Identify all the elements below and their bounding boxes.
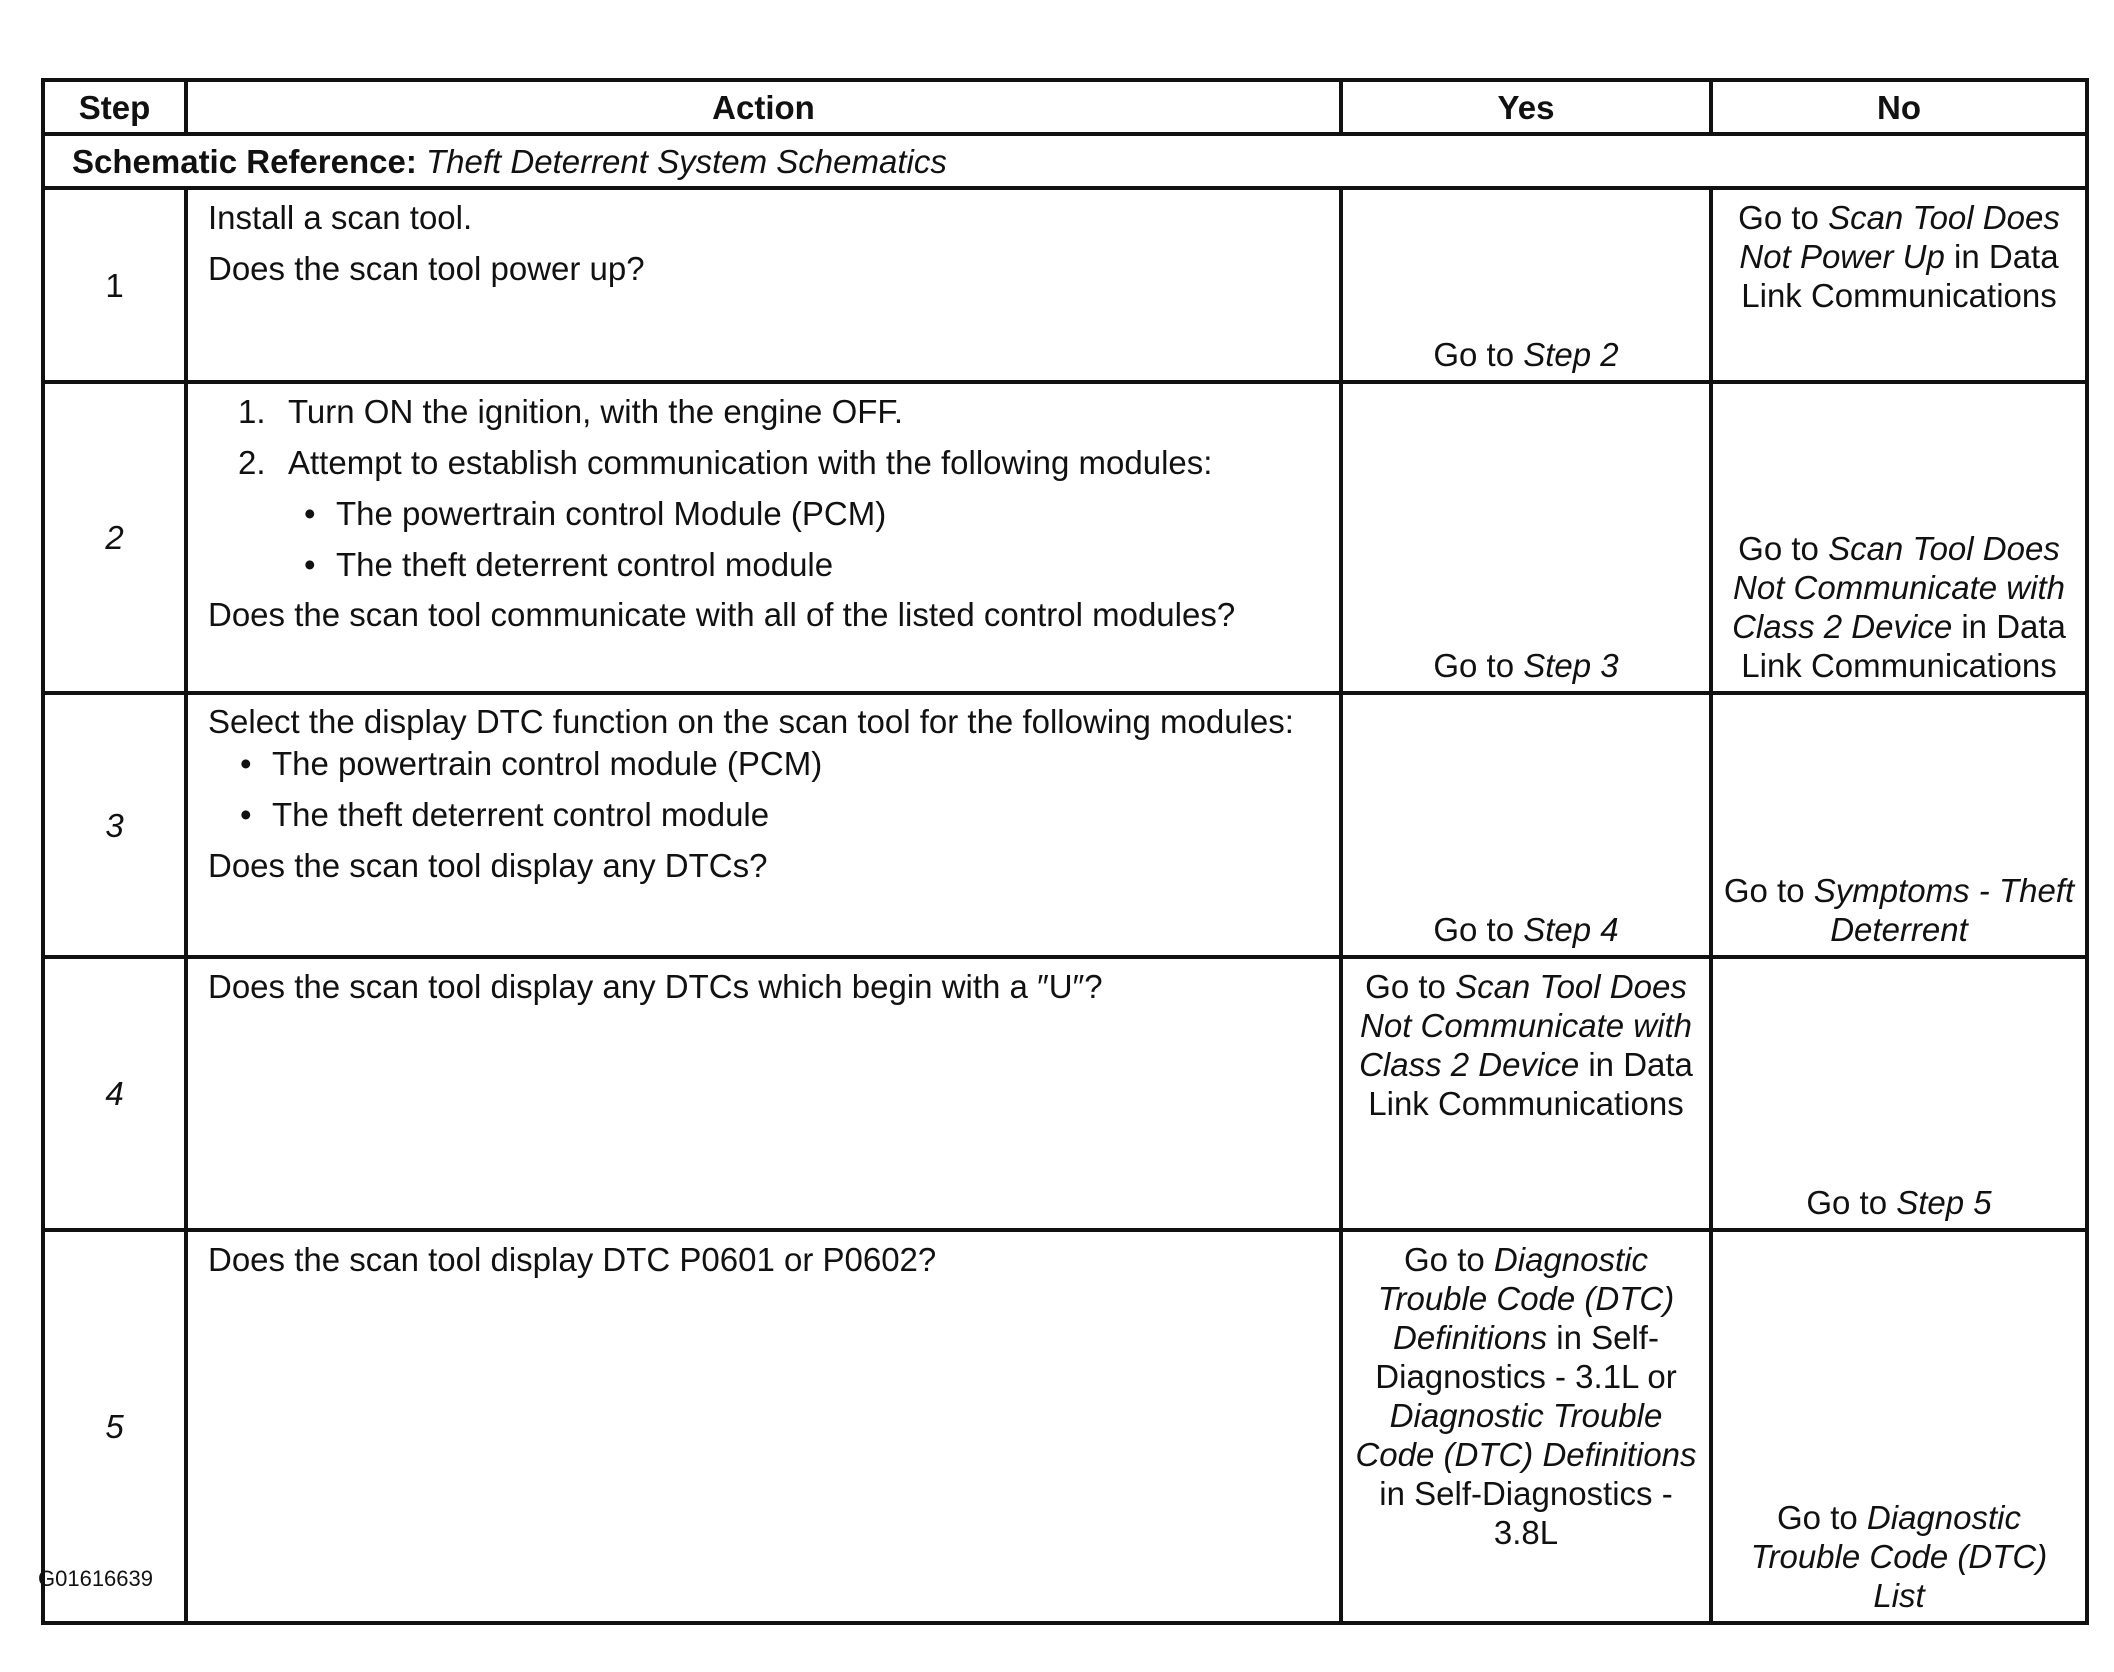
figure-id: G01616639 [38, 1566, 153, 1591]
no-link[interactable]: Step 5 [1896, 1184, 1992, 1221]
no-cell: Go to Scan Tool Does Not Power Up in Data Link Communications [1711, 188, 2087, 382]
table-row [43, 957, 2087, 1230]
action-line: Install a scan tool. [208, 199, 473, 236]
table-row [43, 693, 2087, 957]
yes-cell: Go to Step 2 [1341, 188, 1711, 382]
bullet-item: • The powertrain control Module (PCM) [304, 495, 887, 532]
bullet-item: • The theft deterrent control module [304, 546, 834, 583]
numbered-item: 1. Turn ON the ignition, with the engine OFF. [238, 393, 904, 430]
no-cell: Go to Step 5 [1711, 957, 2087, 1230]
action-cell [186, 1230, 1341, 1623]
action-question: Does the scan tool communicate with all of the listed control modules? [208, 596, 1236, 633]
no-cell: Go to Diagnostic Trouble Code (DTC) List [1711, 1230, 2087, 1623]
diagnostic-table [41, 78, 2089, 1625]
header-row [43, 80, 2087, 134]
yes-cell: Go to Scan Tool Does Not Communicate with Class 2 Device in Data Link Communications [1341, 957, 1711, 1230]
action-question: Does the scan tool display DTC P0601 or P0602? [208, 1241, 937, 1278]
action-question: Does the scan tool display any DTCs? [208, 847, 768, 884]
step-number: 1 [43, 188, 186, 382]
action-question: Does the scan tool power up? [208, 250, 645, 287]
header-no: No [1711, 80, 2087, 134]
action-question: Does the scan tool display any DTCs which begin with a ″U″? [208, 968, 1103, 1005]
yes-cell: Go to Step 3 [1341, 382, 1711, 693]
action-cell [186, 188, 1341, 382]
action-cell [186, 693, 1341, 957]
no-link[interactable]: Symptoms - Theft Deterrent [1813, 872, 2075, 948]
yes-cell: Go to Step 4 [1341, 693, 1711, 957]
bullet-item: • The powertrain control module (PCM) [240, 745, 823, 782]
table-row [43, 1230, 2087, 1623]
yes-link[interactable]: Scan Tool Does Not Communicate with Class 2 Device [1359, 968, 1692, 1083]
schematic-reference-row [43, 134, 2087, 188]
yes-link[interactable]: Diagnostic Trouble Code (DTC) Definitions [1377, 1241, 1675, 1356]
action-cell [186, 382, 1341, 693]
header-yes: Yes [1341, 80, 1711, 134]
step-number: 3 [43, 693, 186, 957]
step-number: 4 [43, 957, 186, 1230]
yes-link[interactable]: Step 3 [1523, 647, 1619, 684]
bullet-item: • The theft deterrent control module [240, 796, 770, 833]
yes-cell: Go to Diagnostic Trouble Code (DTC) Definitions in Self-Diagnostics - 3.1L or Diagnostic Trouble Code (DTC) Definitions in Self-Diagnostics - 3.8L [1341, 1230, 1711, 1623]
no-link[interactable]: Scan Tool Does Not Communicate with Class 2 Device [1732, 530, 2065, 645]
bullet-icon: • [240, 796, 252, 833]
step-number: 5 [43, 1230, 186, 1623]
bullet-icon: • [304, 546, 316, 583]
schematic-reference [43, 134, 2087, 188]
step-number: 2 [43, 382, 186, 693]
numbered-item: 2. Attempt to establish communication with the following modules: [238, 444, 1213, 481]
no-cell: Go to Symptoms - Theft Deterrent [1711, 693, 2087, 957]
bullet-icon: • [240, 745, 252, 782]
yes-link[interactable]: Step 2 [1523, 336, 1619, 373]
table-row [43, 188, 2087, 382]
yes-link[interactable]: Step 4 [1523, 911, 1619, 948]
bullet-icon: • [304, 495, 316, 532]
no-link[interactable]: Scan Tool Does Not Power Up [1739, 199, 2060, 275]
no-link[interactable]: Diagnostic Trouble Code (DTC) List [1750, 1499, 2048, 1614]
schematic-reference-label: Schematic Reference: [72, 142, 417, 180]
no-cell: Go to Scan Tool Does Not Communicate with Class 2 Device in Data Link Communications [1711, 382, 2087, 693]
yes-link[interactable]: Diagnostic Trouble Code (DTC) Definitions [1355, 1397, 1697, 1473]
schematic-reference-link[interactable]: Theft Deterrent System Schematics [426, 142, 947, 180]
action-cell [186, 957, 1341, 1230]
action-intro: Select the display DTC function on the scan tool for the following modules: [208, 703, 1294, 740]
header-step: Step [43, 80, 186, 134]
header-action: Action [186, 80, 1341, 134]
table-row [43, 382, 2087, 693]
